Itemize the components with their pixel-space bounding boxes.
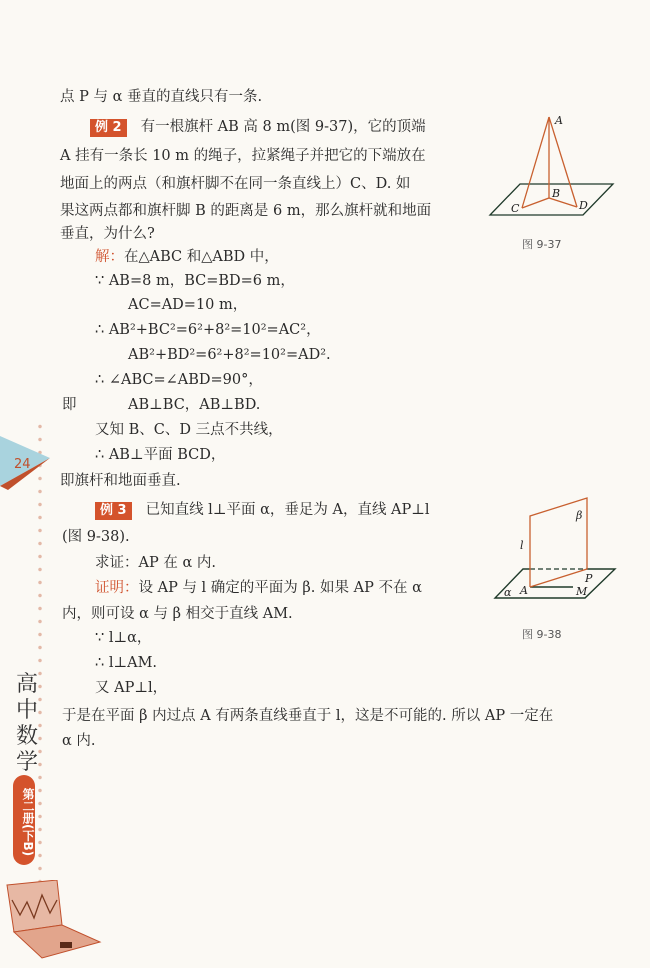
- text-line: ∴ AB⊥平面 BCD，: [95, 447, 226, 463]
- text-line: 又 AP⊥l，: [95, 680, 168, 696]
- text-line: AB⊥BC，AB⊥BD.: [128, 397, 261, 413]
- example-3-line: [95, 500, 430, 520]
- text-line: ∴ l⊥AM.: [95, 655, 158, 671]
- figure-caption: 图 9-37: [522, 238, 562, 251]
- figure-9-37: [480, 100, 620, 230]
- text-line: 垂直，为什么?: [60, 226, 155, 242]
- book-title: 高中数学: [15, 672, 38, 775]
- solution-label: 解：: [95, 249, 124, 265]
- text-line: ∴ ∠ABC=∠ABD=90°，: [95, 372, 263, 388]
- figure-9-38: [480, 490, 620, 615]
- text-line: AB²+BD²=6²+8²=10²=AD².: [128, 347, 331, 363]
- laptop-illustration: [2, 880, 102, 960]
- text-line: 果这两点都和旗杆脚 B 的距离是 6 m，那么旗杆就和地面: [60, 203, 432, 219]
- text-line: 又知 B、C、D 三点不共线，: [95, 422, 283, 438]
- volume-badge: 第二册(下B): [13, 775, 35, 865]
- text-line: (图 9-38).: [62, 529, 130, 545]
- figure-caption: 图 9-38: [522, 628, 562, 641]
- label-b: B: [552, 187, 561, 200]
- proof-line: [95, 578, 422, 598]
- text-line: 点 P 与 α 垂直的直线只有一条.: [60, 89, 263, 105]
- text-line: 即: [62, 397, 77, 413]
- label-m: M: [576, 585, 588, 598]
- text-line: 内，则可设 α 与 β 相交于直线 AM.: [62, 606, 293, 622]
- text-line: α 内.: [62, 733, 96, 749]
- label-d: D: [579, 199, 588, 212]
- text-line: ∴ AB²+BC²=6²+8²=10²=AC²，: [95, 322, 321, 338]
- label-a: A: [520, 584, 528, 597]
- text-line: 地面上的两点（和旗杆脚不在同一条直线上）C、D. 如: [60, 176, 411, 192]
- text: 在△ABC 和△ABD 中，: [124, 249, 279, 265]
- label-c: C: [511, 202, 520, 215]
- label-alpha: α: [504, 586, 512, 599]
- proof-label: 证明：: [95, 580, 139, 596]
- example-3-tag: 例 3: [95, 502, 132, 520]
- text-line: 于是在平面 β 内过点 A 有两条直线垂直于 l，这是不可能的. 所以 AP 一定在: [62, 708, 554, 724]
- text: 已知直线 l⊥平面 α，垂足为 A，直线 AP⊥l: [145, 502, 430, 518]
- text-line: A 挂有一条长 10 m 的绳子，拉紧绳子并把它的下端放在: [60, 148, 426, 164]
- label-beta: β: [576, 509, 583, 522]
- label-a: A: [555, 114, 563, 127]
- text-line: 求证：AP 在 α 内.: [95, 555, 216, 571]
- page-tab: [0, 436, 60, 496]
- text-line: ∵ AB=8 m，BC=BD=6 m，: [95, 273, 295, 289]
- label-p: P: [585, 572, 593, 585]
- text-line: 即旗杆和地面垂直.: [60, 473, 181, 489]
- text-line: AC=AD=10 m，: [128, 297, 248, 313]
- example-2-line: [90, 117, 426, 137]
- label-l: l: [520, 539, 524, 552]
- text: 有一根旗杆 AB 高 8 m(图 9-37)，它的顶端: [140, 119, 426, 135]
- page-number: 24: [14, 457, 31, 472]
- text: 设 AP 与 l 确定的平面为 β. 如果 AP 不在 α: [138, 580, 422, 596]
- solution-line: [95, 247, 279, 267]
- example-2-tag: 例 2: [90, 119, 127, 137]
- text-line: ∵ l⊥α，: [95, 630, 152, 646]
